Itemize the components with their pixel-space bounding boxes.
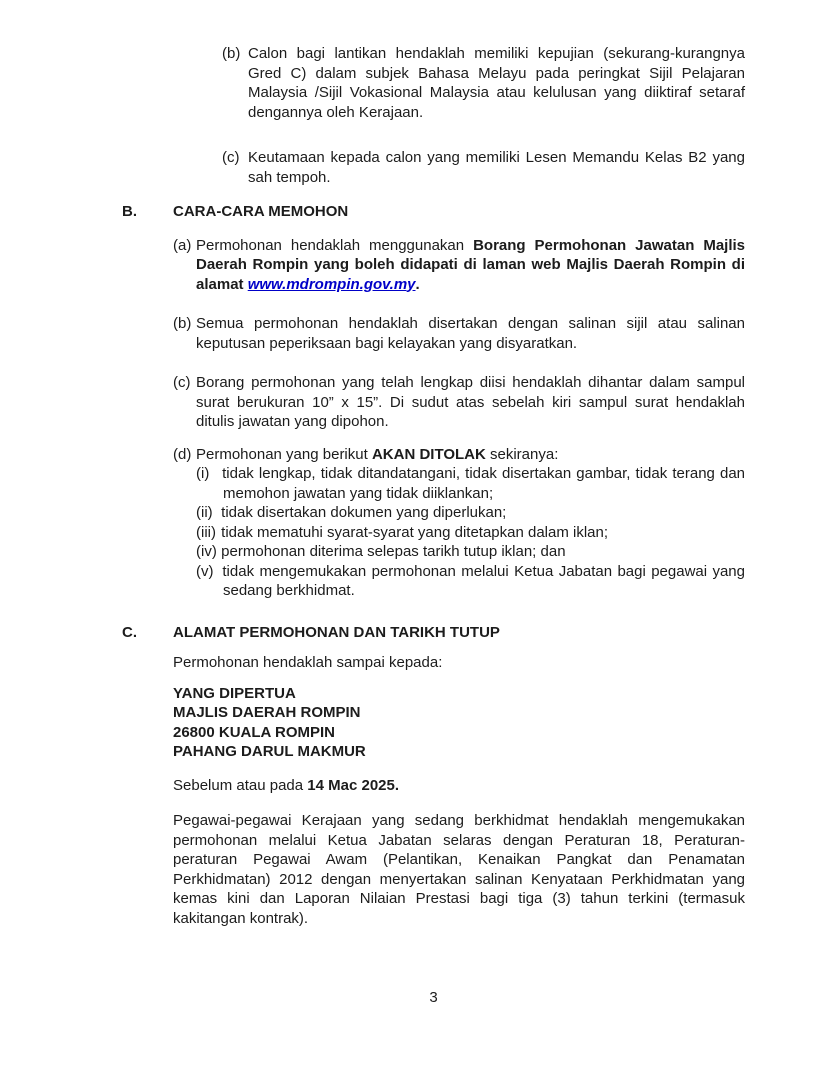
sub-list-item-label: (i) <box>196 465 210 482</box>
list-item-c <box>173 373 745 432</box>
list-item-label: (b) <box>222 45 241 62</box>
text-run: Sebelum atau pada <box>173 776 308 794</box>
text-run: Permohonan hendaklah menggunakan <box>196 236 474 254</box>
list-item-a <box>173 236 745 295</box>
address-line: YANG DIPERTUA <box>173 684 296 702</box>
address-line: 26800 KUALA ROMPIN <box>173 723 335 741</box>
paragraph: Keutamaan kepada calon yang memiliki Lesen Memandu Kelas B2 yang sah tempoh. <box>248 149 745 186</box>
section-c-body <box>173 653 745 928</box>
paragraph: Calon bagi lantikan hendaklah memiliki kepujian (sekurang-kurangnya Gred C) dalam subjek Bahasa Melayu pada peringkat Sijil Pelajaran Malaysia /Sijil Vokasional Malaysia atau kelulusan yang diiktiraf setaraf dengannya oleh Kerajaan. <box>248 45 745 121</box>
sub-list-item-label: (ii) <box>196 504 213 521</box>
deadline-date: 14 Mac 2025. <box>307 776 400 794</box>
text-run-bold: Borang Permohonan Jawatan Majlis Daerah Rompin yang boleh didapati di laman web Majlis Daerah Rompin di alamat <box>196 236 746 293</box>
sub-list-item-text: tidak mematuhi syarat-syarat yang ditetapkan dalam iklan; <box>221 523 609 541</box>
list-item-label: (a) <box>173 236 192 254</box>
sub-list-item <box>196 464 745 503</box>
list-item-c-continued <box>222 148 745 187</box>
section-b-heading <box>122 202 745 222</box>
section-title: ALAMAT PERMOHONAN DAN TARIKH TUTUP <box>173 623 500 641</box>
sub-list-item <box>196 562 745 601</box>
section-letter: B. <box>122 203 137 220</box>
list-item-d <box>173 445 745 601</box>
address-line: PAHANG DARUL MAKMUR <box>173 743 366 760</box>
sub-list-item <box>196 523 745 543</box>
sub-list-item <box>196 542 745 562</box>
closing-paragraph: Pegawai-pegawai Kerajaan yang sedang berkhidmat hendaklah mengemukakan permohonan melalui Ketua Jabatan selaras dengan Peraturan 18, Peraturan-peraturan Pegawai Awam (Pelantikan, Kenaikan Pangkat dan Penamatan Perkhidmatan) 2012 dengan menyertakan salinan Kenyataan Perkhidmatan yang kemas kini dan Laporan Nilaian Prestasi bagi tiga (3) tahun terkini (termasuk kakitangan kontrak). <box>173 812 745 927</box>
document-content <box>122 44 745 928</box>
address-block <box>173 684 745 762</box>
sub-list-item-label: (iv) <box>196 543 217 560</box>
list-item-b <box>173 314 745 353</box>
paragraph <box>196 236 745 295</box>
deadline-line <box>173 776 745 796</box>
list-item-label: (c) <box>222 149 240 166</box>
text-run: Permohonan yang berikut <box>196 445 372 463</box>
text-run: sekiranya: <box>485 445 559 463</box>
list-item-label: (c) <box>173 374 191 391</box>
page-number: 3 <box>429 989 438 1006</box>
paragraph <box>196 445 745 465</box>
sub-list-item-text: permohonan diterima selepas tarikh tutup iklan; dan <box>221 543 566 560</box>
rejection-list <box>196 445 745 601</box>
text-run-bold: . <box>415 275 420 293</box>
section-letter: C. <box>122 623 137 641</box>
list-item-b-continued <box>222 44 745 122</box>
sub-list-item-text: tidak disertakan dokumen yang diperlukan; <box>221 504 507 521</box>
sub-list-item-label: (iii) <box>196 523 216 541</box>
section-b-body <box>122 236 745 601</box>
section-c-heading <box>122 623 745 643</box>
address-line: MAJLIS DAERAH ROMPIN <box>173 704 361 721</box>
sub-list-item-text: tidak lengkap, tidak ditandatangani, tidak disertakan gambar, tidak terang dan memohon jawatan yang tidak diiklankan; <box>222 465 746 502</box>
list-item-label: (b) <box>173 315 192 332</box>
sub-list-item-label: (v) <box>196 562 214 580</box>
sub-list-item <box>196 503 745 523</box>
paragraph: Borang permohonan yang telah lengkap diisi hendaklah dihantar dalam sampul surat berukuran 10” x 15”. Di sudut atas sebelah kiri sampul surat hendaklah ditulis jawatan yang dipohon. <box>196 374 745 430</box>
list-item-label: (d) <box>173 445 192 463</box>
paragraph: Semua permohonan hendaklah disertakan dengan salinan sijil atau salinan keputusan peperiksaan bagi kelayakan yang disyaratkan. <box>196 315 745 352</box>
section-title: CARA-CARA MEMOHON <box>173 203 349 220</box>
address-intro: Permohonan hendaklah sampai kepada: <box>173 654 443 671</box>
text-run-bold: AKAN DITOLAK <box>371 445 486 463</box>
website-link[interactable]: www.mdrompin.gov.my <box>247 275 416 293</box>
sub-list-item-text: tidak mengemukakan permohonan melalui Ketua Jabatan bagi pegawai yang sedang berkhidmat. <box>222 562 745 599</box>
